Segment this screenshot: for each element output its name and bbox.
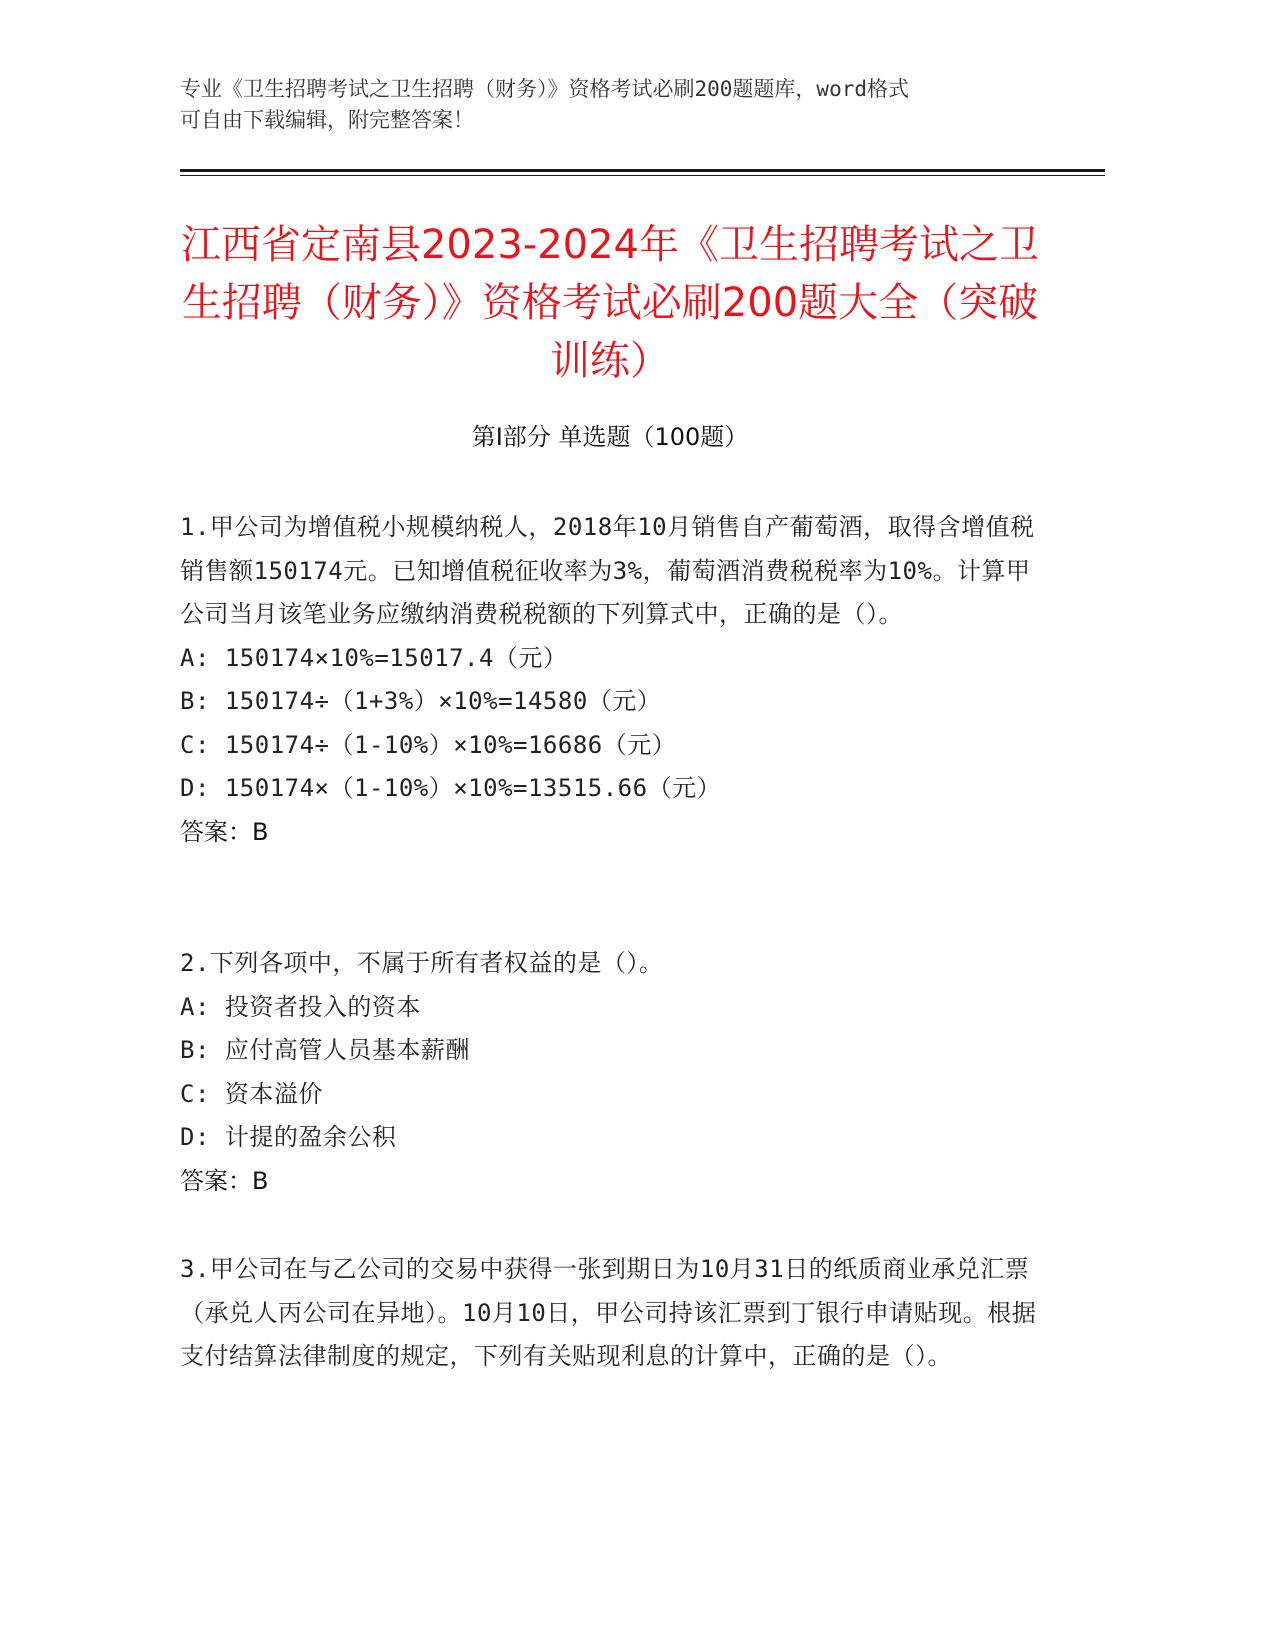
option-b: B: 150174÷（1+3%）×10%=14580（元） — [180, 687, 662, 715]
answer-label: 答案：B — [180, 817, 269, 846]
question-3 — [180, 1248, 1040, 1379]
option-c: C: 资本溢价 — [180, 1079, 323, 1108]
question-stem: 2.下列各项中，不属于所有者权益的是（）。 — [180, 949, 664, 977]
question-stem: 1.甲公司为增值税小规模纳税人，2018年10月销售自产葡萄酒，取得含增值税销售额150174元。已知增值税征收率为3%，葡萄酒消费税税率为10%。计算甲公司当月该笔业务应缴纳消费税税额的下列算式中，正确的是（）。 — [180, 513, 1035, 628]
question-2 — [180, 942, 1040, 1203]
option-d: D: 150174×（1-10%）×10%=13515.66（元） — [180, 774, 722, 802]
question-1 — [180, 506, 1040, 854]
question-stem: 3.甲公司在与乙公司的交易中获得一张到期日为10月31日的纸质商业承兑汇票（承兑人丙公司在异地）。10月10日，甲公司持该汇票到丁银行申请贴现。根据支付结算法律制度的规定，下列有关贴现利息的计算中，正确的是（）。 — [180, 1255, 1037, 1370]
option-a: A: 投资者投入的资本 — [180, 992, 421, 1021]
answer-label: 答案：B — [180, 1166, 269, 1195]
header-divider-thin — [180, 175, 1105, 176]
option-d: D: 计提的盈余公积 — [180, 1123, 397, 1151]
section-heading: 第Ⅰ部分 单选题（100题） — [471, 423, 749, 451]
header-divider-thick — [180, 169, 1105, 172]
option-b: B: 应付高管人员基本薪酬 — [180, 1036, 470, 1064]
document-title: 江西省定南县2023-2024年《卫生招聘考试之卫生招聘（财务）》资格考试必刷200题大全（突破训练） — [180, 222, 1040, 384]
header-note: 专业《卫生招聘考试之卫生招聘（财务）》资格考试必刷200题题库，word格式 可自由下载编辑，附完整答案！ — [180, 77, 909, 132]
option-c: C: 150174÷（1-10%）×10%=16686（元） — [180, 730, 677, 759]
option-a: A: 150174×10%=15017.4（元） — [180, 643, 568, 672]
